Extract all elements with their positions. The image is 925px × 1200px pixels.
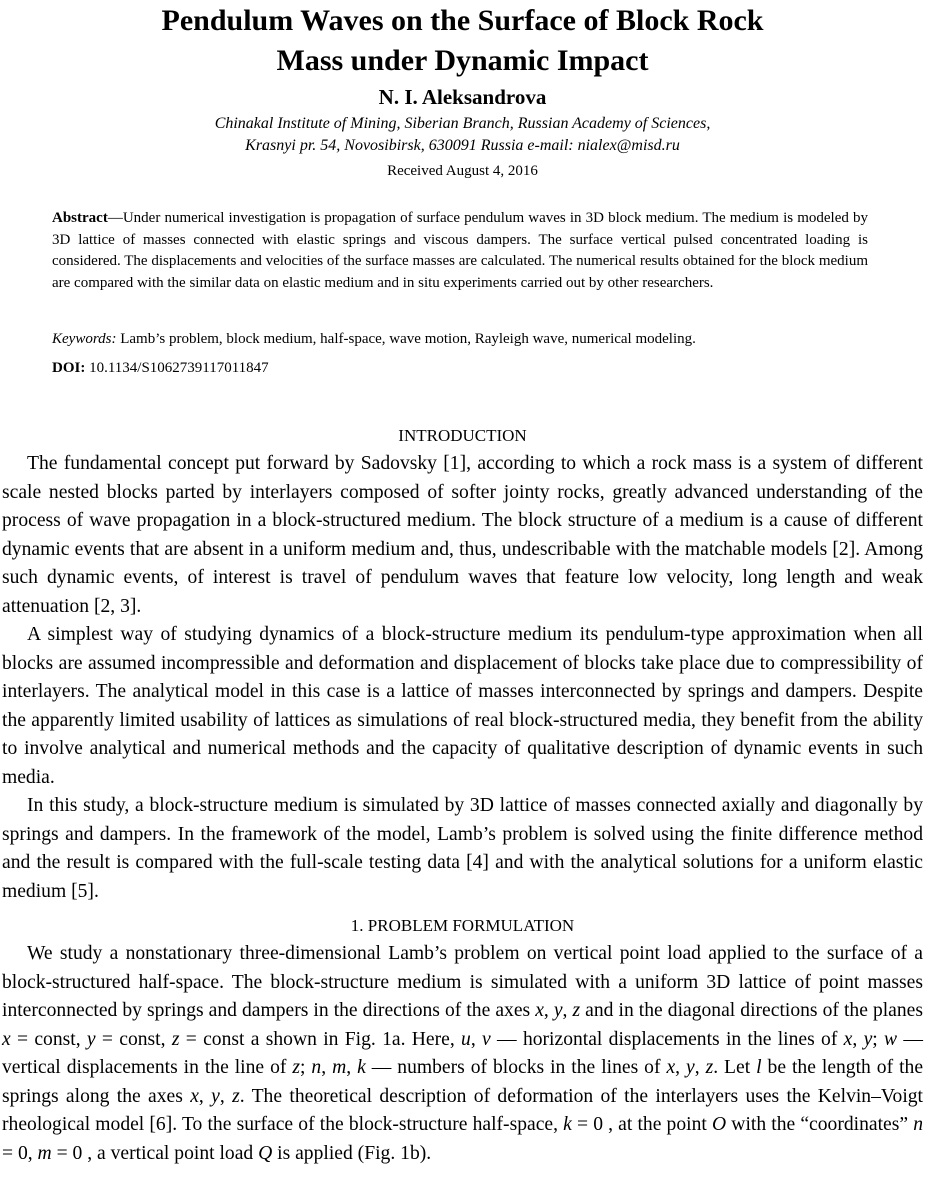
paper-title-line-2: Mass under Dynamic Impact: [276, 44, 649, 77]
intro-paragraph-3: In this study, a block-structure medium is simulated by 3D lattice of masses connected axially and diagonally by springs and dampers. In the framework of the model, Lamb’s problem is solved using the finite difference method and the result is compared with the full-scale testing data [4] and with the analytical solutions for a uniform elastic medium [5].: [2, 795, 923, 902]
var-m: m: [332, 1057, 347, 1078]
var-m: m: [37, 1142, 52, 1164]
doi: [52, 358, 868, 379]
var-k: k: [563, 1114, 572, 1135]
var-w: w: [884, 1028, 898, 1050]
received-date: Received August 4, 2016: [387, 163, 538, 179]
affiliation-line-1: Chinakal Institute of Mining, Siberian Branch, Russian Academy of Sciences,: [214, 115, 711, 132]
author-name: N. I. Aleksandrova: [378, 85, 547, 109]
var-z: z: [171, 1028, 180, 1050]
section-heading-introduction: INTRODUCTION: [398, 426, 527, 445]
var-y: y: [211, 1085, 220, 1107]
var-z: z: [292, 1057, 300, 1078]
var-x: x: [190, 1085, 199, 1107]
var-O: O: [711, 1114, 727, 1135]
intro-paragraph-1: The fundamental concept put forward by Sadovsky [1], according to which a rock mass is a system of different scale nested blocks parted by interlayers composed of softer jointy rocks, greatly advanced understanding of the process of wave propagation in a block-structured medium. The block structure of a medium is a cause of different dynamic events that are absent in a uniform medium and, thus, undescribable with the matchable models [2]. Among such dynamic events, of interest is travel of pendulum waves that feature low velocity, long length and weak attenuation [2, 3].: [2, 453, 923, 617]
abstract-label: Abstract: [52, 210, 108, 226]
doi-value: 10.1134/S1062739117011847: [85, 360, 269, 376]
keywords: [52, 329, 868, 350]
var-y: y: [86, 1028, 96, 1050]
var-n: n: [311, 1057, 322, 1078]
doi-label: DOI:: [52, 360, 86, 376]
var-x: x: [535, 1000, 544, 1021]
var-x: x: [843, 1028, 853, 1050]
keywords-text: Lamb’s problem, block medium, half-space, wave motion, Rayleigh wave, numerical modeling.: [116, 331, 696, 347]
var-z: z: [572, 1000, 581, 1021]
var-y: y: [686, 1057, 695, 1078]
var-l: l: [756, 1057, 762, 1078]
var-y: y: [553, 1000, 563, 1021]
var-y: y: [863, 1028, 873, 1050]
keywords-label: Keywords:: [52, 331, 117, 347]
var-x: x: [666, 1057, 676, 1078]
var-k: k: [357, 1057, 366, 1078]
var-n: n: [913, 1114, 924, 1135]
abstract: [52, 208, 868, 294]
var-z: z: [705, 1057, 714, 1078]
paper-title-line-1: Pendulum Waves on the Surface of Block Rock: [161, 4, 764, 37]
var-Q: Q: [258, 1142, 273, 1164]
section-heading-problem-formulation: 1. PROBLEM FORMULATION: [350, 916, 575, 935]
problem-paragraph: We study a nonstationary three-dimensional Lamb’s problem on vertical point load applied to the surface of a block-structured half-space. The block-structure medium is simulated with a uniform 3D lattice of point masses interconnected by springs and dampers in the directions of the axes x, y, z and in the diagonal directions of the planes x = const, y = const, z = const a shown in Fig. 1a. Here, u, v — horizontal displacements in the lines of x, y; w — vertical displacements in the line of z; n, m, k — numbers of blocks in the lines of x, y, z. Let l be the length of the springs along the axes x, y, z. The theoretical description of deformation of the interlayers uses the Kelvin–Voigt rheological model [6]. To the surface of the block-structure half-space, k = 0 , at the point O with the “coordinates” n = 0, m = 0 , a vertical point load Q is applied (Fig. 1b).: [2, 943, 924, 1164]
intro-paragraph-2: A simplest way of studying dynamics of a block-structure medium its pendulum-type approximation when all blocks are assumed incompressible and deformation and displacement of blocks take place due to compressibility of interlayers. The analytical model in this case is a lattice of masses interconnected by springs and dampers. Despite the apparently limited usability of lattices as simulations of real block-structured media, they benefit from the ability to involve analytical and numerical methods and the capacity of qualitative description of dynamic events in such media.: [2, 624, 923, 788]
abstract-text: —Under numerical investigation is propagation of surface pendulum waves in 3D block medium. The medium is modeled by 3D lattice of masses connected with elastic springs and viscous dampers. The surface vertical pulsed concentrated loading is considered. The displacements and velocities of the surface masses are calculated. The numerical results obtained for the block medium are compared with the similar data on elastic medium and in situ experiments carried out by other researchers.: [52, 210, 868, 291]
var-z: z: [232, 1085, 240, 1107]
var-u: u: [461, 1028, 471, 1050]
affiliation-line-2: Krasnyi pr. 54, Novosibirsk, 630091 Russia e-mail: nialex@misd.ru: [245, 137, 680, 154]
var-x: x: [2, 1028, 11, 1050]
var-v: v: [482, 1028, 491, 1050]
